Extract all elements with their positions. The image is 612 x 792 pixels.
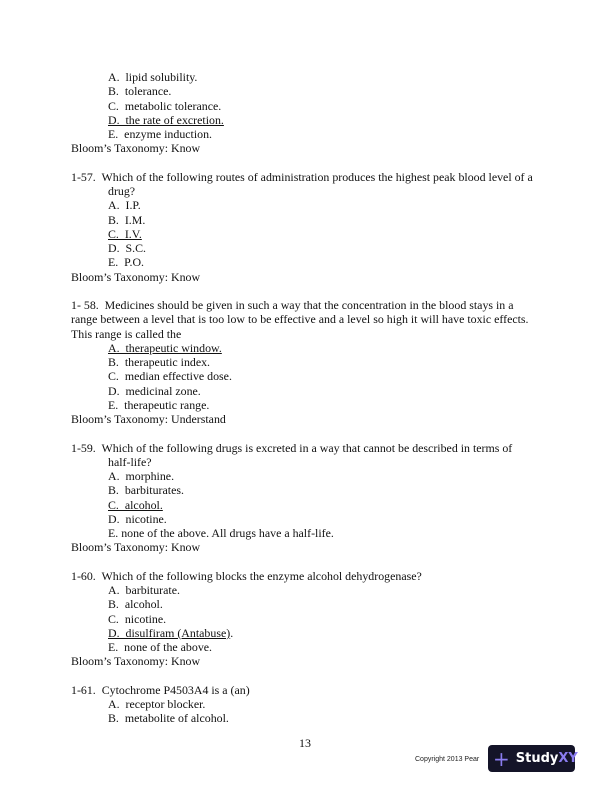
line-text: B. therapeutic index. <box>108 355 211 369</box>
answer-option <box>71 84 551 98</box>
blooms-taxonomy <box>71 270 551 284</box>
line-text: half-life? <box>108 454 152 469</box>
line-text: C. median effective dose. <box>108 369 232 384</box>
line-text: D. nicotine. <box>108 511 167 526</box>
question-stem-line <box>71 170 551 184</box>
blooms-taxonomy <box>71 540 551 554</box>
question-stem-line <box>71 312 551 326</box>
line-text: A. therapeutic window. <box>108 340 222 355</box>
line-text: E. P.O. <box>108 255 145 270</box>
question-stem-line <box>71 441 551 455</box>
plus-icon: + <box>493 746 510 771</box>
line-text: D. medicinal zone. <box>108 383 201 398</box>
question-stem-line <box>71 298 551 312</box>
answer-option <box>71 526 551 540</box>
line-text: E. none of the above. All drugs have a half-life. <box>108 526 334 540</box>
line-text: A. I.P. <box>108 198 141 213</box>
answer-option-correct <box>71 113 551 127</box>
line-text: 1-57. Which of the following routes of administration produces the highest peak blood level of a <box>71 169 533 184</box>
line-text: D. the rate of excretion. <box>108 112 224 127</box>
line-text: 1-59. Which of the following drugs is excreted in a way that cannot be described in terms of <box>71 440 513 455</box>
answer-option <box>71 398 551 412</box>
answer-option-correct <box>71 341 551 355</box>
blank-line <box>71 284 551 298</box>
answer-option <box>71 483 551 497</box>
line-text: C. alcohol. <box>108 497 163 512</box>
answer-option <box>71 597 551 611</box>
line-text: B. I.M. <box>108 212 146 227</box>
line-text: Bloom’s Taxonomy: Know <box>71 540 201 555</box>
line-text: B. alcohol. <box>108 597 163 612</box>
line-text: A. receptor blocker. <box>108 697 206 711</box>
blank-line <box>71 426 551 440</box>
line-text: 1- 58. Medicines should be given in such a way that the concentration in the blood stays in a <box>71 298 514 312</box>
copyright-text: Copyright 2013 Pear <box>415 756 480 763</box>
line-text: C. nicotine. <box>108 611 167 626</box>
question-stem-line <box>71 327 551 341</box>
line-text: A. barbiturate. <box>108 583 180 597</box>
line-text: Bloom’s Taxonomy: Know <box>71 654 201 669</box>
badge-brand-accent: XY <box>558 751 578 766</box>
question-stem-line <box>71 569 551 583</box>
answer-option-correct <box>71 498 551 512</box>
answer-option <box>71 198 551 212</box>
question-stem-line <box>71 184 551 198</box>
studyxy-badge[interactable] <box>488 745 578 772</box>
answer-option <box>71 711 551 725</box>
answer-option <box>71 241 551 255</box>
answer-option <box>71 384 551 398</box>
line-text: B. barbiturates. <box>108 483 184 498</box>
blank-line <box>71 156 551 170</box>
line-text: E. therapeutic range. <box>108 397 210 412</box>
document-body <box>71 70 551 726</box>
line-text: C. metabolic tolerance. <box>108 98 222 113</box>
blooms-taxonomy <box>71 654 551 668</box>
line-text: A. morphine. <box>108 469 175 483</box>
line-text: E. enzyme induction. <box>108 127 213 141</box>
answer-option <box>71 469 551 483</box>
line-text: A. lipid solubility. <box>108 70 198 84</box>
blank-line <box>71 669 551 683</box>
line-text: Bloom’s Taxonomy: Understand <box>71 412 226 426</box>
answer-option <box>71 70 551 84</box>
answer-option <box>71 583 551 597</box>
answer-option <box>71 355 551 369</box>
line-text: This range is called the <box>71 326 182 341</box>
line-text: range between a level that is too low to be effective and a level so high it will have toxic effects. <box>71 312 529 327</box>
answer-option <box>71 127 551 141</box>
answer-option <box>71 697 551 711</box>
line-text: C. I.V. <box>108 226 142 241</box>
line-text: B. tolerance. <box>108 84 172 99</box>
line-text: D. disulfiram (Antabuse) <box>108 625 231 640</box>
blooms-taxonomy <box>71 412 551 426</box>
answer-option <box>71 512 551 526</box>
answer-option <box>71 213 551 227</box>
answer-option-correct <box>71 227 551 241</box>
line-text: B. metabolite of alcohol. <box>108 711 229 726</box>
answer-option <box>71 640 551 654</box>
page-number: 13 <box>299 736 311 750</box>
line-text: Bloom’s Taxonomy: Know <box>71 269 201 284</box>
line-text: 1-60. Which of the following blocks the enzyme alcohol dehydrogenase? <box>71 568 422 583</box>
line-text: drug? <box>108 184 136 198</box>
question-stem-line <box>71 455 551 469</box>
badge-brand: Study <box>515 751 559 766</box>
answer-option <box>71 612 551 626</box>
answer-option <box>71 255 551 269</box>
line-text: E. none of the above. <box>108 640 213 654</box>
answer-option <box>71 369 551 383</box>
line-text: Bloom’s Taxonomy: Know <box>71 141 201 156</box>
blank-line <box>71 555 551 569</box>
answer-option <box>71 99 551 113</box>
answer-option-correct: D. disulfiram (Antabuse). <box>108 625 234 640</box>
line-text: D. S.C. <box>108 241 146 255</box>
blooms-taxonomy <box>71 141 551 155</box>
line-text: 1-61. Cytochrome P4503A4 is a (an) <box>71 682 250 697</box>
question-stem-line <box>71 683 551 697</box>
